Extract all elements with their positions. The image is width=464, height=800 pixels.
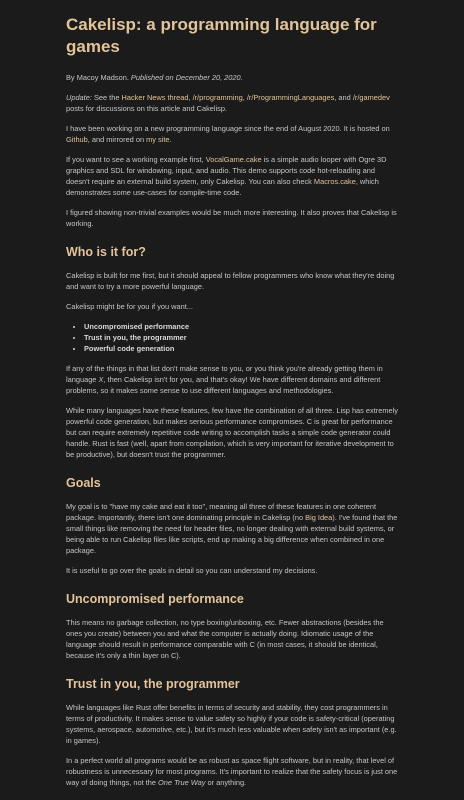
- trust-text: or anything.: [207, 778, 247, 787]
- who-paragraph-1: Cakelisp is built for me first, but it should appeal to fellow programmers who know what they're doing and want to try a more powerful language.: [66, 271, 395, 291]
- example-text: If you want to see a working example first,: [66, 155, 204, 164]
- language-x: X: [98, 375, 104, 384]
- list-item: • Trust in you, the programmer: [84, 332, 398, 343]
- reddit-programming-link[interactable]: /r/programming: [192, 93, 243, 102]
- github-link[interactable]: Github: [66, 135, 88, 144]
- update-sep: ,: [188, 93, 191, 102]
- example-text: is a simple audio looper with Ogre 3D graphics and SDL for windowing, input, and audio. This demo supports code hot-reloading and doesn't require an external build system, only Cakelisp. You can also check: [66, 155, 387, 186]
- big-idea-link[interactable]: Big Idea: [305, 513, 333, 522]
- update-text: posts for discussions on this article and Cakelisp.: [66, 104, 228, 113]
- my-site-link[interactable]: my site: [146, 135, 170, 144]
- example-paragraph: [66, 154, 398, 198]
- intro-text: I have been working on a new programming language since the end of August 2020. It is hosted on: [66, 124, 390, 133]
- who-text: If any of the things in that list don't make sense to you, or you think you're already getting them in language: [66, 364, 383, 384]
- hacker-news-link[interactable]: Hacker News thread: [121, 93, 189, 102]
- published-date: Published on December 20, 2020.: [130, 73, 243, 82]
- author-name: Macoy Madson: [76, 73, 127, 82]
- vocalgame-link[interactable]: VocalGame.cake: [205, 155, 262, 164]
- perf-paragraph: This means no garbage collection, no type boxing/unboxing, etc. Fewer abstractions (besides the ones you create) between you and what the computer is actually doing. Idiomatic usage of the language should result in performance comparable with C (in most cases, it should be identical, because it's only a thin layer on C).: [66, 618, 384, 660]
- page-title: Cakelisp: a programming language for games: [66, 15, 377, 56]
- who-text: , then Cakelisp isn't for you, and that's okay! We have different domains and different problems, so it makes some sense to use different languages and methodologies.: [66, 375, 381, 395]
- list-item: • Powerful code generation: [84, 343, 398, 354]
- intro-paragraph: [66, 123, 398, 145]
- reddit-gamedev-link[interactable]: /r/gamedev: [352, 93, 390, 102]
- heading-who-is-it-for: Who is it for?: [66, 245, 146, 259]
- goals-text: My goal is to "have my cake and eat it too", meaning all three of these features in one coherent package. Importantly, there isn't one dominating principle in Cakelisp (no: [66, 502, 377, 522]
- update-label: Update:: [66, 93, 92, 102]
- byline: By Macoy Madson. Published on December 20, 2020.: [66, 73, 243, 82]
- goals-paragraph-2: It is useful to go over the goals in detail so you can understand my decisions.: [66, 566, 318, 575]
- trust-paragraph-2: [66, 755, 398, 788]
- list-item: • Uncompromised performance: [84, 321, 398, 332]
- heading-uncompromised-performance: Uncompromised performance: [66, 592, 244, 606]
- trust-text: In a perfect world all programs would be as robust as space flight software, but in reality, that level of robustness is unnecessary for most programs. It's important to realize that the safety focus is just one way of doing things, not the: [66, 756, 398, 787]
- intro-text: .: [169, 135, 172, 144]
- byline-prefix: By: [66, 73, 75, 82]
- trust-paragraph-1: While languages like Rust offer benefits in terms of security and stability, they cost programmers in terms of productivity. It makes sense to value safety so highly if your code is safety-critical (operating systems, aerospace, automotive, etc.), but it's much less valuable when safety isn't as important (e.g. in games).: [66, 703, 397, 745]
- heading-trust: Trust in you, the programmer: [66, 677, 240, 691]
- intro-text: , and mirrored on: [87, 135, 145, 144]
- who-paragraph-3: [66, 363, 398, 396]
- update-sep: ,: [242, 93, 245, 102]
- update-text: See the: [93, 93, 120, 102]
- heading-goals: Goals: [66, 476, 101, 490]
- who-paragraph-2: Cakelisp might be for you if you want...: [66, 302, 193, 311]
- macros-link[interactable]: Macros.cake: [313, 177, 356, 186]
- who-paragraph-4: While many languages have these features, few have the combination of all three. Lisp has extremely powerful code generation, but makes serious performance compromises. C is great for performance but can require extremely repetitive code writing to accomplish tasks a simple code generator could handle. Rust is fast (well, apart from compilation, which is very important for iterative development to be productive), but doesn't trust the programmer.: [66, 406, 398, 459]
- nontrivial-paragraph: I figured showing non-trivial examples would be much more interesting. It also proves that Cakelisp is working.: [66, 208, 397, 228]
- example-text: , which demonstrates some use-cases for compile-time code.: [66, 177, 379, 197]
- update-note: [66, 92, 398, 114]
- goals-text: ). I've found that the small things like removing the need for header files, no longer dealing with external build systems, or being able to run Cakelisp files like scripts, end up making a big difference when combined in one package.: [66, 513, 398, 555]
- update-text: , and: [334, 93, 351, 102]
- feature-list: [66, 321, 398, 354]
- goals-paragraph-1: [66, 501, 398, 556]
- reddit-proglang-link[interactable]: /r/ProgrammingLanguages: [246, 93, 335, 102]
- one-true-way: One True Way: [158, 778, 206, 787]
